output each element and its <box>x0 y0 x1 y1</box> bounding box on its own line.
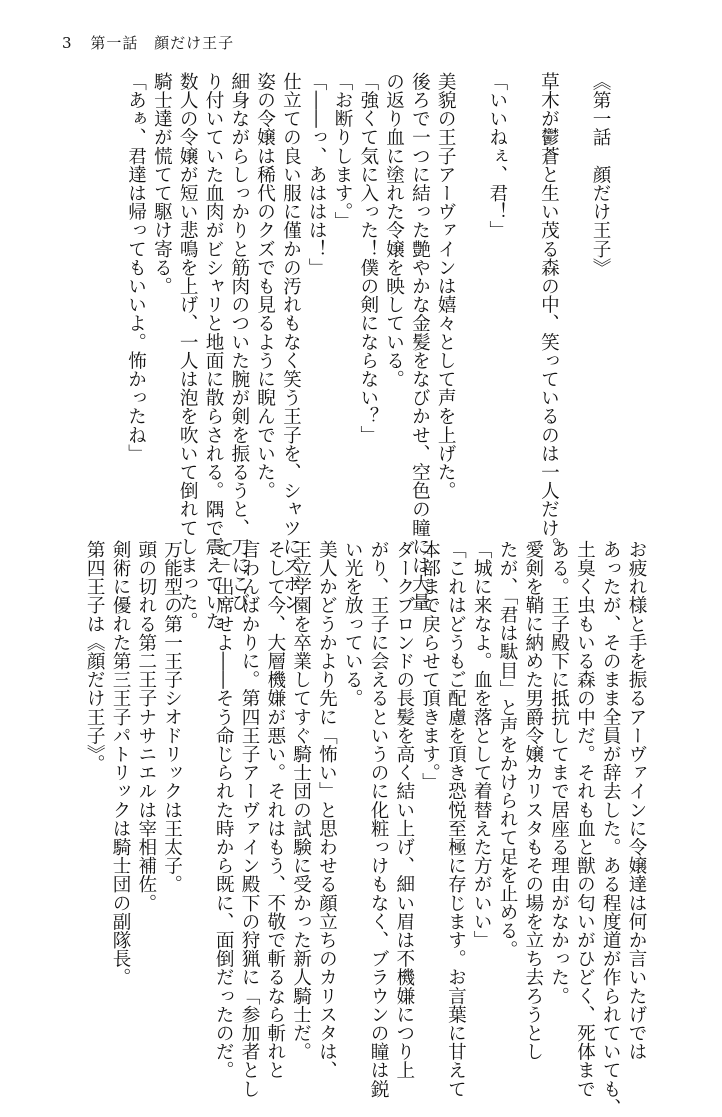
lower-block-line: お疲れ様と手を振るアーヴァインに令嬢達は何か言いたげでは <box>626 540 647 1061</box>
lower-block-line: たが、「君は駄目」と声をかけられて足を止める。 <box>497 540 518 959</box>
chapter-label: 第一話 <box>90 34 139 52</box>
lower-block-line: ダークブロンドの長髪を高く結い上げ、細い眉は不機嫌につり上 <box>393 540 415 1080</box>
lower-block-line: 本部まで戻らせて頂きます。」 <box>419 540 441 792</box>
lower-block-line: 剣術に優れた第三王子パトリックは騎士団の副隊長。 <box>110 540 131 987</box>
lower-block-line: 「城に来なよ。血を落として着替えた方がいい」 <box>471 540 493 950</box>
upper-block-line: 「いいねぇ、君！」 <box>486 72 508 240</box>
upper-block-line <box>511 72 535 500</box>
lower-block-line <box>185 540 209 972</box>
upper-block-line: り付いていた血肉がビシャリと地面に散らされる。隅で震えていた <box>203 72 224 630</box>
lower-block-line: い光を放っている。 <box>342 540 364 708</box>
upper-block-line <box>459 72 483 500</box>
running-header <box>62 32 234 53</box>
lower-block-line: て」出席せよ――そう命じられた時から既に、面倒だったのだ。 <box>213 540 235 1080</box>
upper-block-line: 「お断りします。」 <box>332 72 353 231</box>
lower-block-line: 愛剣を鞘に納めた男爵令嬢カリスタもその場を立ち去ろうとし <box>522 540 544 1061</box>
lower-block-line: 万能型の第一王子シオドリックは王太子。 <box>161 540 183 894</box>
upper-block-line <box>562 72 586 500</box>
lower-block-line: がり、王子に会えるというのに化粧っけもなく、ブラウンの瞳は鋭 <box>368 540 389 1098</box>
upper-block-line: 姿の令嬢は稀代のクズでも見るように睨んでいた。 <box>254 72 276 500</box>
lower-block-line: 土臭く虫もいる森の中だ。それも血と獣の匂いがひどく、死体まで <box>574 540 596 1098</box>
lower-block-line: 第四王子は《顔だけ王子》。 <box>84 540 106 773</box>
lower-block-line: 「これはどうもご配慮を頂き恐悦至極に存じます。お言葉に甘えて <box>445 540 467 1098</box>
lower-block-line: 王立学園を卒業してすぐ騎士団の試験に受かった新人騎士だ。 <box>290 540 312 1061</box>
upper-block-line: 仕立ての良い服に僅かの汚れもなく笑う王子を、シャツにズボン <box>280 72 302 612</box>
chapter-title: 顔だけ王子 <box>154 34 235 52</box>
upper-block-line: 「あぁ、君達は帰ってもいいよ。怖かったね」 <box>125 72 147 463</box>
upper-block-line: 細身ながらしっかりと筋肉のついた腕が剣を振るうと、刀にこび <box>228 72 250 612</box>
upper-block-line: 後ろで一つに結った艶やかな金髪をなびかせ、空色の瞳には大量 <box>409 72 431 612</box>
lower-block-line: 頭の切れる第二王子ナサニエルは宰相補佐。 <box>135 540 157 912</box>
upper-block-line: 数人の令嬢が短い悲鳴を上げ、一人は泡を吹いて倒れてしまった。 <box>177 72 199 630</box>
upper-block-line: の返り血に塗れた令嬢を映している。 <box>383 72 405 389</box>
upper-block-line: 「強くて気に入った！僕の剣にならない？」 <box>357 72 379 444</box>
upper-block-line: 「――っ、あははは！」 <box>306 72 328 277</box>
upper-block-line: 騎士達が慌てて駆け寄る。 <box>151 72 173 296</box>
lower-block-line: ある。王子殿下に抵抗してまで居座る理由がなかった。 <box>548 540 570 1005</box>
upper-block-line: 草木が鬱蒼と生い茂る森の中、笑っているのは一人だけ。 <box>538 72 560 556</box>
upper-block-line: 《第一話 顔だけ王子》 <box>590 72 611 277</box>
upper-block-line: 美貌の王子アーヴァインは嬉々として声を上げた。 <box>435 72 457 500</box>
lower-block-line: あったが、そのまま全員が辞去した。ある程度道が作られていても、 <box>600 540 622 1117</box>
page-number: 3 <box>62 34 73 52</box>
lower-block-line: そして今、大層機嫌が悪い。それはもう、不敬で斬るなら斬れと <box>264 540 286 1080</box>
lower-block-line: 言わんばかりに。第四王子アーヴァイン殿下の狩猟に「参加者とし <box>239 540 260 1098</box>
lower-block-line: 美人かどうかより先に「怖い」と思わせる顔立ちのカリスタは、 <box>316 540 338 1080</box>
